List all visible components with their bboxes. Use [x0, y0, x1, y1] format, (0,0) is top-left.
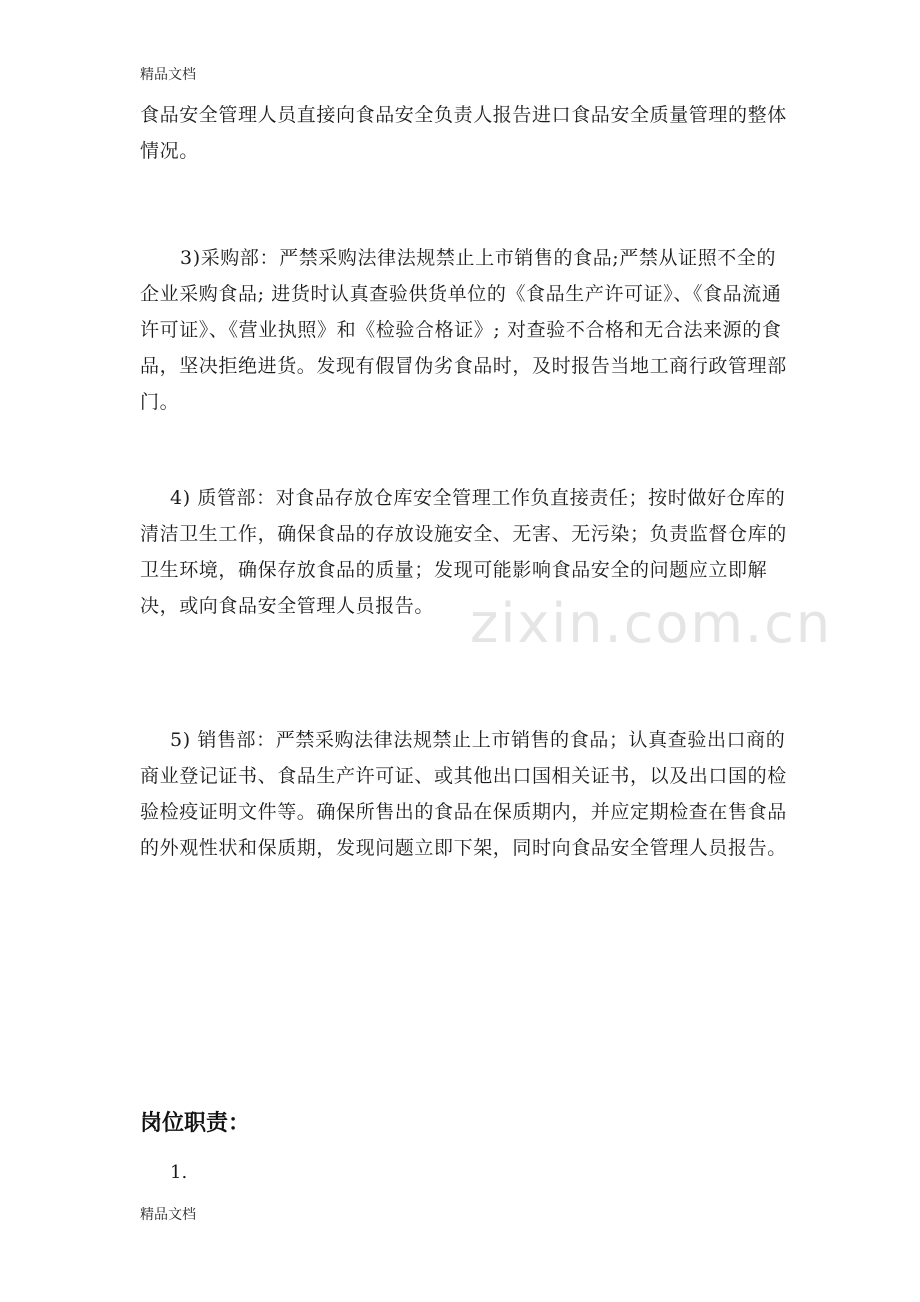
page-footer-label: 精品文档	[140, 1207, 196, 1223]
paragraph-purchasing-department: 3)采购部：严禁采购法律法规禁止上市销售的食品;严禁从证照不全的企业采购食品; 进货时认真查验供货单位的《食品生产许可证》、《食品流通许可证》、《营业执照》和《检验合格证》; 对查验不合格和无合法来源的食品，坚决拒绝进货。发现有假冒伪劣食品时，及时报告当地工商行政管理部门。	[140, 247, 787, 413]
paragraph-quality-department: 4) 质管部：对食品存放仓库安全管理工作负直接责任；按时做好仓库的清洁卫生工作，确保食品的存放设施安全、无害、无污染；负责监督仓库的卫生环境，确保存放食品的质量；发现可能影响食品安全的问题应立即解决，或向食品安全管理人员报告。	[140, 487, 787, 617]
paragraph-food-safety-report: 食品安全管理人员直接向食品安全负责人报告进口食品安全质量管理的整体情况。	[140, 104, 787, 162]
paragraph-sales-department: 5) 销售部：严禁采购法律法规禁止上市销售的食品；认真查验出口商的商业登记证书、食品生产许可证、或其他出口国相关证书，以及出口国的检验检疫证明文件等。确保所售出的食品在保质期内，并应定期检查在售食品的外观性状和保质期，发现问题立即下架，同时向食品安全管理人员报告。	[140, 729, 787, 859]
section-heading-job-duties: 岗位职责：	[140, 1111, 251, 1136]
watermark-text: zixin.com.cn	[470, 592, 833, 655]
list-item-number: 1.	[170, 1162, 188, 1183]
page-header-label: 精品文档	[140, 67, 196, 83]
